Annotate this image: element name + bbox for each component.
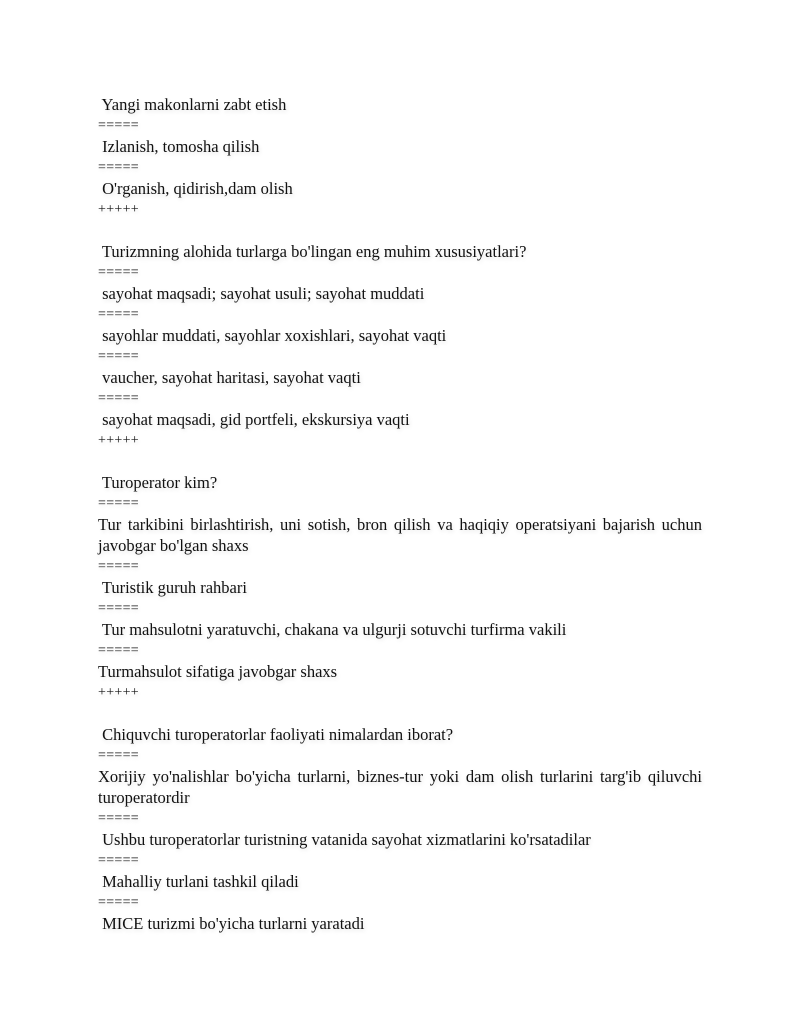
spacer <box>98 220 702 241</box>
separator-equals: ===== <box>98 895 139 910</box>
answer-option: Turistik guruh rahbari <box>98 578 247 597</box>
question-text: Turoperator kim? <box>98 473 218 492</box>
question-text: Chiquvchi turoperatorlar faoliyati nimalardan iborat? <box>98 725 454 744</box>
answer-option: Turmahsulot sifatiga javobgar shaxs <box>98 662 338 681</box>
separator-equals: ===== <box>98 643 139 658</box>
answer-option: sayohat maqsadi; sayohat usuli; sayohat muddati <box>98 284 425 303</box>
document-page <box>98 94 702 934</box>
separator-equals: ===== <box>98 559 139 574</box>
separator-equals: ===== <box>98 118 139 133</box>
answer-option: Xorijiy yo'nalishlar bo'yicha turlarni, biznes-tur yoki dam olish turlarini targ'ib qiluvchi turoperatordir <box>98 767 702 807</box>
question-text: Turizmning alohida turlarga bo'lingan eng muhim xususiyatlari? <box>98 242 527 261</box>
answer-option: Ushbu turoperatorlar turistning vatanida sayohat xizmatlarini ko'rsatadilar <box>98 830 591 849</box>
separator-equals: ===== <box>98 601 139 616</box>
answer-option: O'rganish, qidirish,dam olish <box>98 179 293 198</box>
separator-plus: +++++ <box>98 202 139 217</box>
answer-option: Tur tarkibini birlashtirish, uni sotish, bron qilish va haqiqiy operatsiyani bajarish uchun javobgar bo'lgan shaxs <box>98 515 702 555</box>
separator-equals: ===== <box>98 349 139 364</box>
answer-option: Mahalliy turlani tashkil qiladi <box>98 872 299 891</box>
separator-equals: ===== <box>98 391 139 406</box>
separator-equals: ===== <box>98 853 139 868</box>
separator-plus: +++++ <box>98 433 139 448</box>
answer-option: vaucher, sayohat haritasi, sayohat vaqti <box>98 368 361 387</box>
spacer <box>98 451 702 472</box>
answer-option: Izlanish, tomosha qilish <box>98 137 260 156</box>
separator-plus: +++++ <box>98 685 139 700</box>
spacer <box>98 703 702 724</box>
answer-option: Yangi makonlarni zabt etish <box>98 95 287 114</box>
separator-equals: ===== <box>98 496 139 511</box>
separator-equals: ===== <box>98 307 139 322</box>
separator-equals: ===== <box>98 265 139 280</box>
answer-option: sayohat maqsadi, gid portfeli, ekskursiya vaqti <box>98 410 410 429</box>
separator-equals: ===== <box>98 811 139 826</box>
separator-equals: ===== <box>98 748 139 763</box>
answer-option: MICE turizmi bo'yicha turlarni yaratadi <box>98 914 365 933</box>
separator-equals: ===== <box>98 160 139 175</box>
answer-option: Tur mahsulotni yaratuvchi, chakana va ulgurji sotuvchi turfirma vakili <box>98 620 567 639</box>
answer-option: sayohlar muddati, sayohlar xoxishlari, sayohat vaqti <box>98 326 447 345</box>
